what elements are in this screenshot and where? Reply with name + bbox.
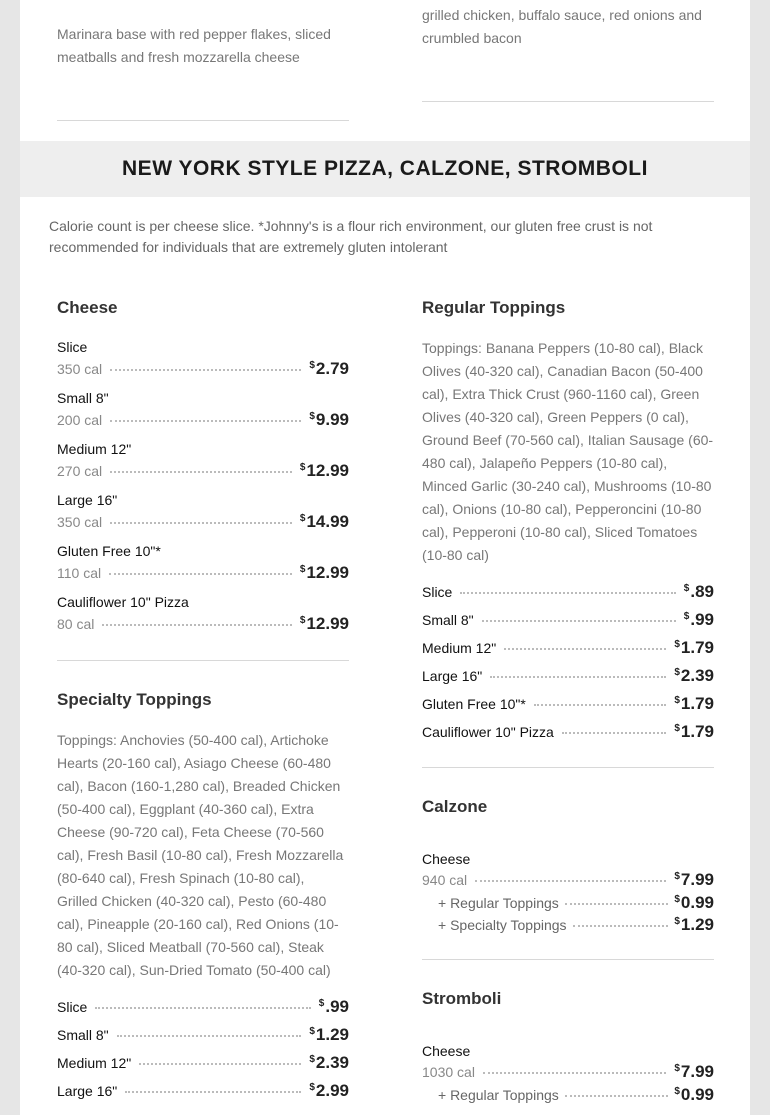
price	[684, 582, 714, 602]
menu-item-row	[57, 512, 349, 532]
price	[309, 1025, 349, 1045]
calorie-count: 200 cal	[57, 412, 103, 428]
price	[309, 1081, 349, 1101]
price-value: .99	[325, 997, 349, 1016]
item-description: Marinara base with red pepper flakes, sliced meatballs and fresh mozzarella cheese	[57, 26, 331, 65]
divider	[422, 959, 714, 960]
price-value: 1.29	[680, 915, 714, 934]
menu-item-row	[57, 461, 349, 481]
price-value: 9.99	[315, 410, 349, 429]
addon-label: + Specialty Toppings	[438, 917, 567, 933]
leader-dots	[562, 732, 667, 734]
menu-item-row	[57, 410, 349, 430]
size-name: Slice	[422, 584, 453, 600]
leader-dots	[95, 1007, 310, 1009]
leader-dots	[109, 573, 292, 575]
addon-row	[438, 915, 714, 935]
size-name: Cauliflower 10" Pizza	[422, 724, 554, 740]
currency-symbol: $	[299, 564, 306, 575]
leader-dots	[565, 1095, 669, 1097]
leader-dots	[139, 1063, 301, 1065]
price-value: .89	[690, 582, 714, 601]
price	[300, 563, 349, 583]
menu-item-name: Slice	[57, 339, 88, 355]
price	[674, 1085, 714, 1105]
price	[319, 997, 349, 1017]
topping-price-row	[422, 722, 714, 742]
topping-price-row	[57, 997, 349, 1017]
menu-item-name: Cauliflower 10" Pizza	[57, 594, 189, 610]
leader-dots	[110, 369, 301, 371]
menu-item-name: Medium 12"	[57, 441, 132, 457]
specialty-description: Toppings: Anchovies (50-400 cal), Artichoke Hearts (20-160 cal), Asiago Cheese (60-480 cal), Bacon (160-1,280 cal), Breaded Chicken (50-400 cal), Eggplant (40-360 cal), Extra Cheese (90-720 cal), Feta Cheese (70-560 cal), Fresh Basil (10-80 cal), Fresh Mozzarella (80-640 cal), Fresh Spinach (10-80 cal), Grilled Chicken (40-320 cal), Pesto (60-480 cal), Pineapple (20-160 cal), Red Onions (10-80 cal), Sliced Meatball (70-560 cal), Steak (40-320 cal), Sun-Dried Tomato (50-400 cal)	[57, 732, 344, 978]
addon-label: + Regular Toppings	[438, 895, 559, 911]
calorie-count: 270 cal	[57, 463, 103, 479]
price-value: 0.99	[680, 1085, 714, 1104]
size-name: Small 8"	[57, 1027, 109, 1043]
price	[300, 512, 349, 532]
calorie-count: 110 cal	[57, 565, 102, 581]
currency-symbol: $	[299, 462, 306, 473]
size-name: Large 16"	[57, 1083, 118, 1099]
currency-symbol: $	[674, 667, 680, 678]
topping-price-row	[57, 1025, 349, 1045]
size-name: Slice	[57, 999, 88, 1015]
calorie-count: 80 cal	[57, 616, 95, 632]
leader-dots	[573, 925, 669, 927]
price-value: 12.99	[306, 563, 349, 582]
currency-symbol: $	[318, 998, 325, 1009]
size-name: Large 16"	[422, 668, 483, 684]
regular-description: Toppings: Banana Peppers (10-80 cal), Black Olives (40-320 cal), Canadian Bacon (50-400 cal), Extra Thick Crust (960-1160 cal), Green Olives (40-320 cal), Green Peppers (0 cal), Ground Beef (70-560 cal), Italian Sausage (60-480 cal), Jalapeño Peppers (10-80 cal), Minced Garlic (30-240 cal), Mushrooms (10-80 cal), Onions (10-80 cal), Pepperoncini (10-80 cal), Pepperoni (10-80 cal), Sliced Tomatoes (10-80 cal)	[422, 340, 714, 563]
price	[309, 410, 349, 430]
currency-symbol: $	[674, 1086, 680, 1097]
currency-symbol: $	[674, 695, 680, 706]
currency-symbol: $	[674, 723, 680, 734]
size-name: Medium 12"	[422, 640, 497, 656]
price	[674, 722, 714, 742]
price-value: 1.79	[680, 638, 714, 657]
leader-dots	[483, 1072, 666, 1074]
calzone-price-row	[422, 870, 714, 890]
calorie-count: 350 cal	[57, 361, 103, 377]
topping-price-row	[57, 1081, 349, 1101]
currency-symbol: $	[683, 583, 690, 594]
section-header	[20, 141, 750, 197]
divider	[422, 767, 714, 768]
menu-item-name: Large 16"	[57, 492, 118, 508]
calzone-item-name: Cheese	[422, 851, 471, 867]
price-value: 14.99	[306, 512, 349, 531]
cheese-title: Cheese	[57, 298, 118, 317]
size-name: Gluten Free 10"*	[422, 696, 526, 712]
currency-symbol: $	[309, 1082, 315, 1093]
leader-dots	[565, 903, 669, 905]
price-value: 12.99	[306, 461, 349, 480]
item-description: grilled chicken, buffalo sauce, red onions and crumbled bacon	[422, 7, 702, 46]
menu-item-row	[57, 614, 349, 634]
currency-symbol: $	[674, 916, 680, 927]
leader-dots	[475, 880, 666, 882]
topping-price-row	[422, 582, 714, 602]
leader-dots	[482, 620, 676, 622]
price-value: 2.39	[315, 1053, 349, 1072]
leader-dots	[504, 648, 666, 650]
price	[674, 915, 714, 935]
leader-dots	[110, 420, 301, 422]
price	[300, 614, 349, 634]
price: $7.99	[674, 1062, 714, 1081]
topping-price-row	[422, 666, 714, 686]
price-value: 1.79	[680, 722, 714, 741]
calorie-count: 1030 cal	[422, 1064, 475, 1080]
currency-symbol: $	[683, 611, 690, 622]
addon-row	[438, 893, 714, 913]
topping-price-row	[422, 610, 714, 630]
currency-symbol: $	[309, 411, 315, 422]
menu-item-name: Small 8"	[57, 390, 109, 406]
topping-price-row	[57, 1053, 349, 1073]
section-title: NEW YORK STYLE PIZZA, CALZONE, STROMBOLI	[122, 157, 648, 180]
price	[674, 666, 714, 686]
currency-symbol: $	[309, 1026, 315, 1037]
leader-dots	[117, 1035, 302, 1037]
currency-symbol: $	[299, 513, 306, 524]
specialty-title: Specialty Toppings	[57, 690, 212, 709]
size-name: Small 8"	[422, 612, 474, 628]
stromboli-price-row	[422, 1062, 714, 1082]
price-value: 2.79	[315, 359, 349, 378]
currency-symbol: $	[674, 639, 680, 650]
price-value: .99	[690, 610, 714, 629]
price	[684, 610, 714, 630]
price-value: 2.39	[680, 666, 714, 685]
price-value: 2.99	[315, 1081, 349, 1100]
leader-dots	[534, 704, 667, 706]
topping-price-row	[422, 694, 714, 714]
leader-dots	[110, 471, 292, 473]
price	[309, 359, 349, 379]
size-name: Medium 12"	[57, 1055, 132, 1071]
menu-item-row	[57, 563, 349, 583]
addon-label: + Regular Toppings	[438, 1087, 559, 1103]
addon-row	[438, 1085, 714, 1105]
price	[674, 694, 714, 714]
leader-dots	[125, 1091, 301, 1093]
calorie-count: 940 cal	[422, 872, 468, 888]
calorie-note: Calorie count is per cheese slice. *Johnny's is a flour rich environment, our gluten free crust is not recommended for individuals that are extremely gluten intolerant	[49, 218, 653, 255]
currency-symbol: $	[309, 1054, 315, 1065]
stromboli-title: Stromboli	[422, 989, 502, 1008]
leader-dots	[490, 676, 666, 678]
price: $7.99	[674, 870, 714, 889]
leader-dots	[102, 624, 292, 626]
price-value: 12.99	[306, 614, 349, 633]
price-value: 1.29	[315, 1025, 349, 1044]
leader-dots	[460, 592, 675, 594]
currency-symbol: $	[309, 360, 315, 371]
price	[309, 1053, 349, 1073]
currency-symbol: $	[674, 894, 680, 905]
menu-item-row	[57, 359, 349, 379]
divider	[57, 120, 349, 121]
topping-price-row	[422, 638, 714, 658]
price	[674, 893, 714, 913]
price	[300, 461, 349, 481]
menu-item-name: Gluten Free 10"*	[57, 543, 161, 559]
calzone-title: Calzone	[422, 797, 488, 816]
stromboli-item-name: Cheese	[422, 1043, 471, 1059]
regular-title: Regular Toppings	[422, 298, 566, 317]
divider	[422, 101, 714, 102]
divider	[57, 660, 349, 661]
leader-dots	[110, 522, 292, 524]
price	[674, 638, 714, 658]
price-value: 0.99	[680, 893, 714, 912]
calorie-count: 350 cal	[57, 514, 103, 530]
currency-symbol: $	[299, 615, 306, 626]
price-value: 1.79	[680, 694, 714, 713]
